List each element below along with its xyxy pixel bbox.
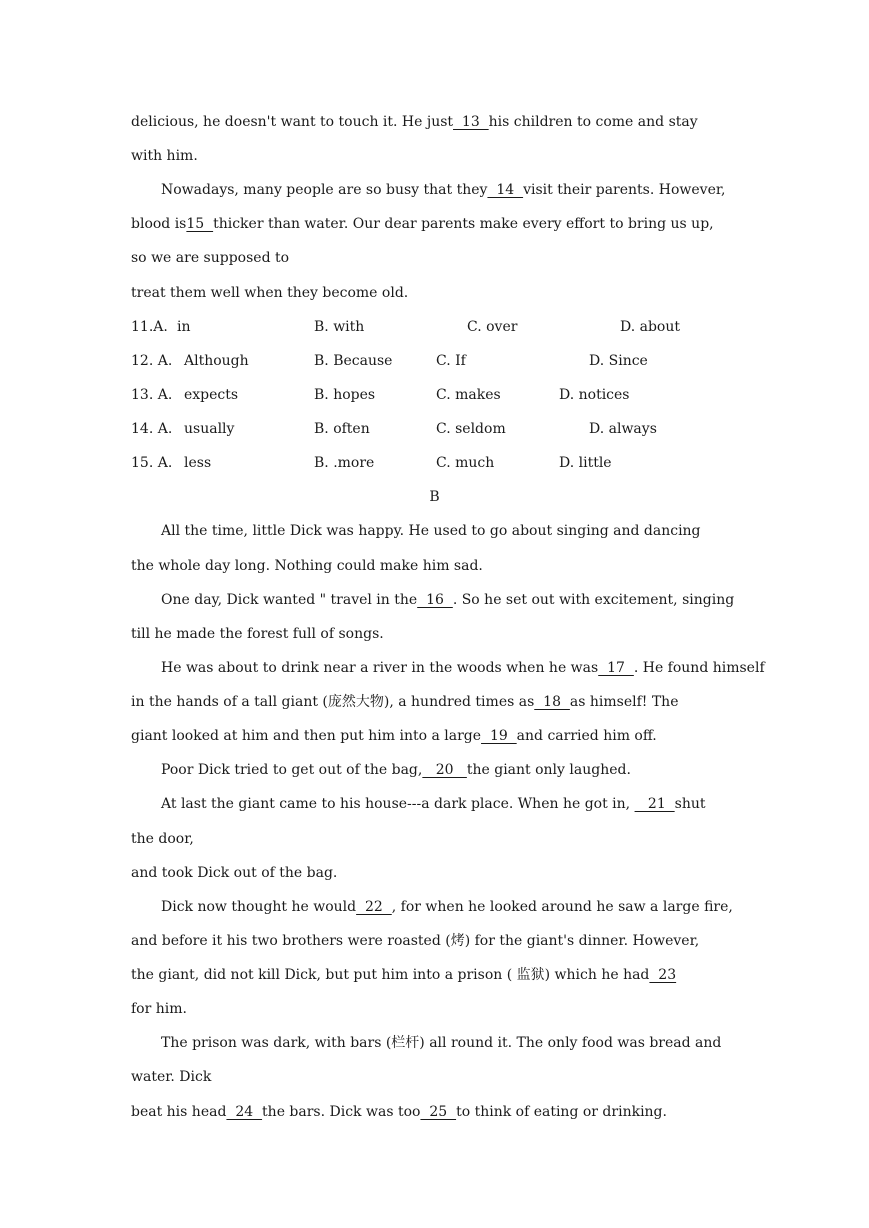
passage-line [131, 999, 741, 1019]
option-row [131, 351, 741, 371]
text: The prison was dark, with bars (栏杆) all round it. The only food was bread and [161, 1035, 722, 1051]
text: One day, Dick wanted " travel in the [161, 592, 418, 608]
text: in the hands of a tall giant (庞然大物), a hundred times as [131, 694, 535, 710]
option-c: C. over [467, 319, 518, 335]
question-number: 12. A. [131, 353, 173, 369]
option-b: B. Because [314, 353, 393, 369]
text: blood is [131, 216, 187, 232]
passage-line [161, 794, 741, 814]
blank-24: 24 [226, 1104, 263, 1120]
text: All the time, little Dick was happy. He used to go about singing and dancing [161, 523, 701, 539]
text: At last the giant came to his house---a dark place. When he got in, [161, 796, 631, 812]
blank-19: 19 [481, 728, 517, 744]
question-number: 11.A. [131, 319, 168, 335]
blank-18: 18 [534, 694, 570, 710]
blank-20: 20 [422, 762, 467, 778]
passage-line [161, 521, 741, 541]
passage-line [131, 692, 741, 712]
option-row [131, 453, 741, 473]
passage-line [131, 112, 741, 132]
text: the giant, did not kill Dick, but put him into a prison ( 监狱) which he had [131, 967, 650, 983]
text: delicious, he doesn't want to touch it. He just [131, 114, 454, 130]
blank-13: 13 [453, 114, 489, 130]
question-number: 14. A. [131, 421, 173, 437]
section-heading: B [429, 489, 440, 505]
option-a: in [177, 319, 191, 335]
passage-line [131, 829, 741, 849]
text: the bars. Dick was too [262, 1104, 421, 1120]
text: as himself! The [569, 694, 679, 710]
option-b: B. often [314, 421, 370, 437]
passage-line [161, 897, 741, 917]
option-row [131, 419, 741, 439]
option-row [131, 317, 741, 337]
text: the whole day long. Nothing could make him sad. [131, 558, 483, 574]
option-d: D. notices [559, 387, 630, 403]
blank-16: 16 [417, 592, 453, 608]
blank-25: 25 [420, 1104, 457, 1120]
passage-line [131, 248, 741, 268]
text: Nowadays, many people are so busy that they [161, 182, 488, 198]
blank-17: 17 [598, 660, 634, 676]
text: He was about to drink near a river in the woods when he was [161, 660, 599, 676]
blank-15: 15 [186, 216, 214, 232]
passage-line [131, 965, 741, 985]
question-number: 15. A. [131, 455, 173, 471]
text: water. Dick [131, 1069, 212, 1085]
option-c: C. makes [436, 387, 501, 403]
text: giant looked at him and then put him into a large [131, 728, 482, 744]
text: Poor Dick tried to get out of the bag, [161, 762, 423, 778]
option-d: D. about [620, 319, 681, 335]
option-b: B. hopes [314, 387, 376, 403]
option-d: D. little [559, 455, 612, 471]
option-b: B. .more [314, 455, 375, 471]
text: treat them well when they become old. [131, 285, 409, 301]
option-b: B. with [314, 319, 365, 335]
passage-line [161, 1033, 741, 1053]
passage-line [161, 590, 741, 610]
passage-line [131, 624, 741, 644]
passage-line [131, 283, 741, 303]
passage-line [131, 1067, 741, 1087]
text: beat his head [131, 1104, 227, 1120]
passage-line [131, 214, 741, 234]
text: to think of eating or drinking. [456, 1104, 667, 1120]
passage-line [131, 863, 741, 883]
passage-line [161, 658, 765, 678]
passage-line [161, 180, 741, 200]
option-c: C. If [436, 353, 466, 369]
text: shut [674, 796, 706, 812]
question-number: 13. A. [131, 387, 173, 403]
passage-line [161, 760, 741, 780]
option-row [131, 385, 741, 405]
passage-line [131, 556, 741, 576]
passage-line [131, 931, 741, 951]
text: the door, [131, 831, 194, 847]
text: and before it his two brothers were roasted (烤) for the giant's dinner. However, [131, 933, 700, 949]
text: . So he set out with excitement, singing [452, 592, 735, 608]
text: and took Dick out of the bag. [131, 865, 338, 881]
option-a: Although [184, 353, 249, 369]
blank-14: 14 [487, 182, 524, 198]
option-c: C. much [436, 455, 495, 471]
text: , for when he looked around he saw a large fire, [391, 899, 733, 915]
text: so we are supposed to [131, 250, 290, 266]
text: for him. [131, 1001, 187, 1017]
option-d: D. always [589, 421, 657, 437]
passage-line [131, 1102, 741, 1122]
passage-line [131, 146, 741, 166]
option-c: C. seldom [436, 421, 506, 437]
blank-23: 23 [649, 967, 677, 983]
passage-line [131, 726, 741, 746]
text: with him. [131, 148, 198, 164]
option-d: D. Since [589, 353, 648, 369]
option-a: expects [184, 387, 239, 403]
option-a: less [184, 455, 212, 471]
text: and carried him off. [516, 728, 657, 744]
text: the giant only laughed. [466, 762, 631, 778]
blank-21: 21 [634, 796, 675, 812]
text: till he made the forest full of songs. [131, 626, 384, 642]
text: visit their parents. However, [523, 182, 726, 198]
text: Dick now thought he would [161, 899, 357, 915]
blank-22: 22 [356, 899, 392, 915]
option-a: usually [184, 421, 235, 437]
text: thicker than water. Our dear parents make every effort to bring us up, [213, 216, 714, 232]
text: . He found himself [633, 660, 765, 676]
text: his children to come and stay [488, 114, 698, 130]
